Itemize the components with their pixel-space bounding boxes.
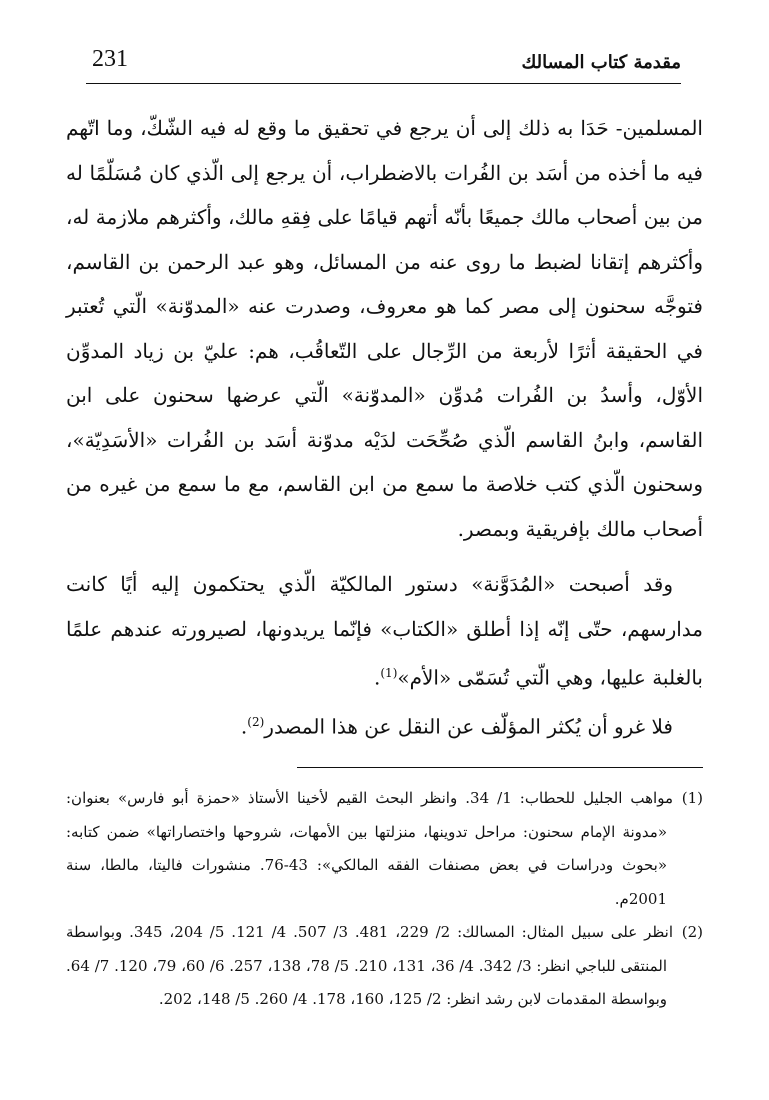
paragraph-2-text: وقد أصبحت «المُدَوَّنة» دستور المالكيّة الّذي يحتكمون إليه أيًا كانت مدارسهم، حتّى إنّه إذا أطلق «الكتاب» فإنّما يريدونها، لصيرورته عندهم علمًا بالغلبة عليها، وهي الّتي تُسَمّى «الأم»	[66, 572, 703, 690]
main-text	[66, 106, 703, 749]
page-number: 231	[92, 46, 128, 72]
paragraph-3: فلا غرو أن يُكثر المؤلّف عن النقل عن هذا المصدر$^{(2)}$.	[240, 714, 673, 739]
footnote-2-text: انظر على سبيل المثال: المسالك: 2/ 229، 481. 3/ 507. 4/ 121. 5/ 204، 345. وبواسطة المنتقى للباجي انظر: 3/ 342. 4/ 36، 131، 210. 5/ 78، 138، 257. 6/ 60، 79، 120. 7/ 64. وبواسطة المقدمات لابن رشد انظر: 2/ 125، 160، 178. 4/ 260. 5/ 148، 202.	[66, 923, 674, 1008]
paragraph-3-text: فلا غرو أن يُكثر المؤلّف عن النقل عن هذا المصدر	[264, 714, 673, 739]
footnote-2-marker: (2)	[681, 923, 704, 941]
paragraph-2: وقد أصبحت «المُدَوَّنة» دستور المالكيّة الّذي يحتكمون إليه أيًا كانت مدارسهم، حتّى إنّه إذا أطلق «الكتاب» فإنّما يريدونها، لصيرورته عندهم علمًا بالغلبة عليها، وهي الّتي تُسَمّى «الأم»$^{(1)}$.	[66, 572, 703, 690]
footnote-2	[66, 916, 703, 1017]
running-title: مقدمة كتاب المسالك	[521, 52, 681, 73]
footnote-ref-1: (1)	[380, 666, 398, 680]
footnote-separator	[297, 767, 703, 768]
footnotes	[66, 782, 703, 1017]
footnote-1-text: مواهب الجليل للحطاب: 1/ 34. وانظر البحث القيم لأخينا الأستاذ «حمزة أبو فارس» بعنوان: «مدونة الإمام سحنون: مراحل تدوينها، منزلتها بين الأمهات، شروحها واختصاراتها» ضمن كتابه: «بحوث ودراسات في بعض مصنفات الفقه المالكي»: 43-76. منشورات فاليتا، مالطا، سنة 2001م.	[66, 789, 674, 908]
paragraph-1: المسلمين- حَدَا به ذلك إلى أن يرجع في تحقيق ما وقع له فيه الشّكّ، وما اتّهم فيه ما أخذه من أسَد بن الفُرات بالاضطراب، أن يرجع إلى الّذي كان مُسَلّمًا له من بين أصحاب مالك جميعًا بأنّه أتهم قيامًا على فِقهِ مالك، وأكثرهم ملازمة له، وأكثرهم إتقانا لضبط ما روى عنه من المسائل، وهو عبد الرحمن بن القاسم، فتوجَّه سحنون إلى مصر كما هو معروف، وصدرت عنه «المدوّنة» الّتي تُعتبر في الحقيقة أثرًا لأربعة من الرِّجال على التّعاقُب، هم: عليّ بن زياد المدوِّن الأوّل، وأسدُ بن الفُرات مُدوِّن «المدوّنة» الّتي عرضها سحنون على ابن القاسم، وابنُ القاسم الّذي صُحِّحَت لدَيْه مدوّنة أسَد بن الفُرات «الأسَدِيّة»، وسحنون الّذي كتب خلاصة ما سمع من ابن القاسم، مع ما سمع من غيره من أصحاب مالك بإفريقية وبمصر.	[66, 116, 703, 541]
footnote-ref-2: (2)	[247, 715, 265, 730]
page-header	[86, 44, 681, 84]
footnote-1-marker: (1)	[681, 789, 704, 807]
header-rule	[86, 83, 681, 84]
footnote-1	[66, 782, 703, 916]
